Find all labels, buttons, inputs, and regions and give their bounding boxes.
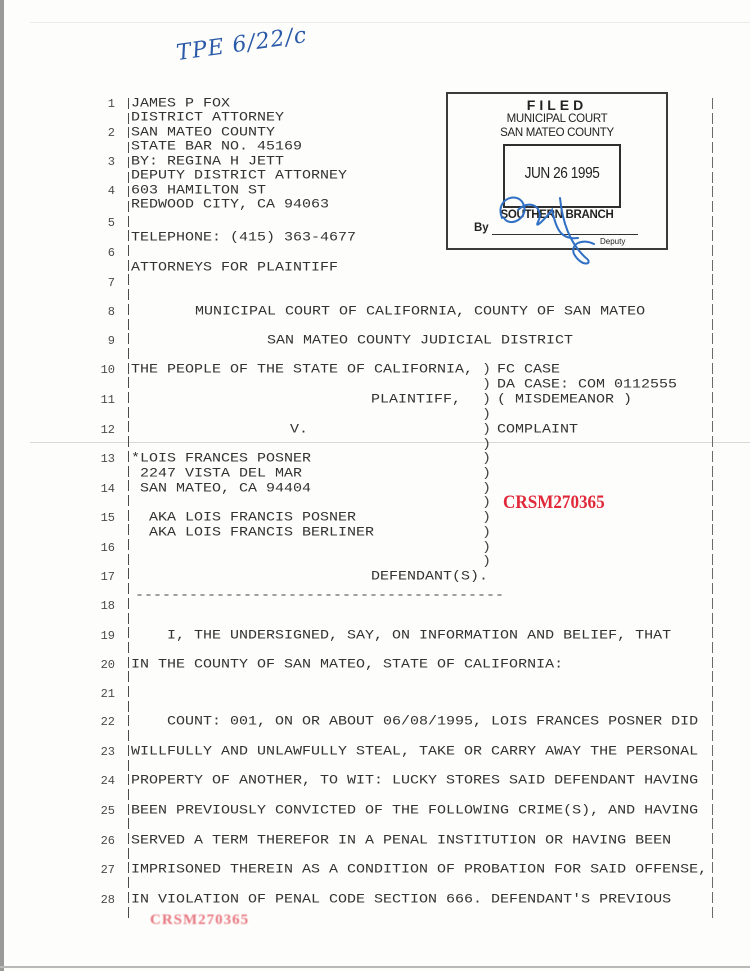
line-number: 16 — [100, 541, 115, 555]
rule-segment — [128, 510, 129, 521]
rule-segment — [712, 554, 713, 565]
line-number: 6 — [107, 246, 115, 260]
caption-paren: ) — [482, 422, 492, 437]
court-name: MUNICIPAL COURT OF CALIFORNIA, COUNTY OF SAN MATEO — [195, 304, 646, 319]
rule-segment — [128, 363, 129, 374]
plaintiff-party: THE PEOPLE OF THE STATE OF CALIFORNIA, — [131, 362, 474, 377]
attorney-role: ATTORNEYS FOR PLAINTIFF — [131, 260, 339, 275]
line-number: 17 — [100, 570, 115, 584]
da-case: DA CASE: COM 0112555 — [497, 377, 678, 392]
rule-segment — [128, 642, 129, 653]
filed-stamp-deputy-label: Deputy — [600, 237, 626, 246]
rule-segment — [712, 848, 713, 859]
line-number: 5 — [107, 216, 115, 230]
caption-divider: ----------------------------------------- — [135, 588, 505, 603]
rule-segment — [712, 583, 713, 594]
attorney-line: 603 HAMILTON ST — [131, 183, 267, 198]
line-number: 9 — [107, 334, 115, 348]
body-line-25: BEEN PREVIOUSLY CONVICTED OF THE FOLLOWING CRIME(S), AND HAVING — [131, 803, 699, 818]
rule-segment — [128, 142, 129, 153]
rule-segment — [712, 671, 713, 682]
rule-segment — [712, 319, 713, 330]
caption-paren: ) — [482, 510, 492, 525]
line-number: 26 — [100, 834, 115, 848]
body-line-26: SERVED A TERM THEREFOR IN A PENAL INSTITUTION OR HAVING BEEN — [131, 833, 672, 848]
rule-segment — [712, 113, 713, 124]
rule-segment — [128, 657, 129, 668]
body-line-23: WILLFULLY AND UNLAWFULLY STEAL, TAKE OR CARRY AWAY THE PERSONAL — [131, 744, 699, 759]
caption-paren: ) — [482, 495, 492, 510]
rule-segment — [128, 774, 129, 785]
caption-paren: ) — [482, 554, 492, 569]
rule-segment — [128, 760, 129, 771]
rule-segment — [712, 598, 713, 609]
rule-segment — [128, 568, 129, 579]
rule-segment — [128, 818, 129, 829]
rule-segment — [128, 671, 129, 682]
caption-paren: ) — [482, 362, 492, 377]
rule-segment — [128, 804, 129, 815]
rule-segment — [712, 657, 713, 668]
rule-segment — [128, 319, 129, 330]
rule-segment — [128, 186, 129, 197]
line-number: 25 — [100, 804, 115, 818]
attorney-line: DISTRICT ATTORNEY — [131, 110, 285, 125]
filed-date: JUN 26 1995 — [524, 165, 600, 182]
rule-segment — [128, 701, 129, 712]
case-number-stamp: CRSM270365 — [503, 492, 605, 513]
deputy-signature-icon — [490, 188, 610, 268]
rule-segment — [128, 304, 129, 315]
scan-left-edge — [0, 0, 4, 971]
attorney-line: REDWOOD CITY, CA 94063 — [131, 197, 330, 212]
line-number: 3 — [107, 155, 115, 169]
line-number: 14 — [100, 482, 115, 496]
rule-segment — [128, 730, 129, 741]
line-number: 1 — [107, 97, 115, 111]
rule-segment — [128, 216, 129, 227]
caption-paren: ) — [482, 377, 492, 392]
rule-segment — [128, 583, 129, 594]
rule-segment — [712, 480, 713, 491]
rule-segment — [712, 466, 713, 477]
line-number: 2 — [107, 126, 115, 140]
rule-segment — [712, 142, 713, 153]
rule-segment — [128, 554, 129, 565]
rule-segment — [712, 495, 713, 506]
rule-segment — [712, 524, 713, 535]
case-type: ( MISDEMEANOR ) — [497, 392, 633, 407]
line-number: 12 — [100, 423, 115, 437]
scan-fold-line — [30, 442, 750, 443]
rule-segment — [128, 613, 129, 624]
rule-segment — [128, 274, 129, 285]
rule-segment — [128, 392, 129, 403]
defendant-aka-2: AKA LOIS FRANCIS BERLINER — [131, 525, 375, 540]
body-line-22: COUNT: 001, ON OR ABOUT 06/08/1995, LOIS FRANCES POSNER DID — [131, 714, 699, 729]
caption-paren: ) — [482, 437, 492, 452]
rule-segment — [712, 686, 713, 697]
line-number: 11 — [100, 393, 115, 407]
rule-segment — [128, 201, 129, 212]
defendant-label: DEFENDANT(S). — [371, 569, 489, 584]
rule-segment — [128, 539, 129, 550]
rule-segment — [712, 216, 713, 227]
rule-segment — [128, 466, 129, 477]
rule-segment — [128, 157, 129, 168]
document-type: COMPLAINT — [497, 422, 579, 437]
rule-segment — [712, 818, 713, 829]
rule-segment — [712, 510, 713, 521]
rule-segment — [128, 172, 129, 183]
rule-segment — [128, 495, 129, 506]
rule-segment — [712, 127, 713, 138]
rule-segment — [712, 539, 713, 550]
rule-segment — [712, 774, 713, 785]
rule-segment — [128, 127, 129, 138]
attorney-line: JAMES P FOX — [131, 96, 231, 111]
rule-segment — [712, 760, 713, 771]
rule-segment — [128, 907, 129, 918]
body-line-27: IMPRISONED THEREIN AS A CONDITION OF PROBATION FOR SAID OFFENSE, — [131, 862, 708, 877]
filed-stamp-county: SAN MATEO COUNTY — [500, 127, 614, 139]
rule-segment — [712, 274, 713, 285]
rule-segment — [712, 907, 713, 918]
attorney-line: DEPUTY DISTRICT ATTORNEY — [131, 168, 348, 183]
rule-segment — [712, 833, 713, 844]
caption-paren: ) — [482, 451, 492, 466]
rule-segment — [128, 686, 129, 697]
filed-stamp-title: FILED — [526, 97, 588, 113]
rule-segment — [128, 480, 129, 491]
rule-segment — [712, 745, 713, 756]
defendant-city: SAN MATEO, CA 94404 — [131, 481, 312, 496]
line-number: 19 — [100, 629, 115, 643]
rule-segment — [128, 421, 129, 432]
rule-segment — [128, 715, 129, 726]
rule-segment — [712, 407, 713, 418]
line-number: 23 — [100, 745, 115, 759]
rule-segment — [712, 172, 713, 183]
body-line-28: IN VIOLATION OF PENAL CODE SECTION 666. DEFENDANT'S PREVIOUS — [131, 892, 672, 907]
rule-segment — [128, 598, 129, 609]
rule-segment — [712, 98, 713, 109]
line-number: 20 — [100, 658, 115, 672]
rule-segment — [712, 260, 713, 271]
rule-segment — [712, 245, 713, 256]
rule-segment — [712, 715, 713, 726]
attorney-line: SAN MATEO COUNTY — [131, 125, 276, 140]
rule-segment — [128, 627, 129, 638]
rule-segment — [712, 157, 713, 168]
line-number: 8 — [107, 305, 115, 319]
attorney-line: BY: REGINA H JETT — [131, 154, 285, 169]
line-number: 13 — [100, 452, 115, 466]
caption-paren: ) — [482, 540, 492, 555]
rule-segment — [712, 892, 713, 903]
rule-segment — [128, 407, 129, 418]
rule-segment — [712, 877, 713, 888]
rule-segment — [712, 730, 713, 741]
rule-segment — [128, 745, 129, 756]
filed-stamp-by-label: By — [474, 222, 489, 234]
rule-segment — [128, 892, 129, 903]
filed-stamp-branch: SOUTHERN BRANCH — [500, 209, 614, 221]
line-number: 22 — [100, 715, 115, 729]
plaintiff-label: PLAINTIFF, — [371, 392, 462, 407]
caption-paren: ) — [482, 392, 492, 407]
rule-segment — [712, 289, 713, 300]
rule-segment — [128, 524, 129, 535]
rule-segment — [712, 627, 713, 638]
line-number: 28 — [100, 893, 115, 907]
rule-segment — [712, 568, 713, 579]
body-line-20: IN THE COUNTY OF SAN MATEO, STATE OF CALIFORNIA: — [131, 657, 564, 672]
rule-segment — [712, 304, 713, 315]
caption-paren: ) — [482, 481, 492, 496]
line-number: 15 — [100, 511, 115, 525]
rule-segment — [128, 848, 129, 859]
rule-segment — [712, 186, 713, 197]
rule-segment — [712, 642, 713, 653]
rule-segment — [128, 436, 129, 447]
rule-segment — [712, 421, 713, 432]
rule-segment — [712, 363, 713, 374]
smudged-red-stamp: CRSM270365 — [150, 912, 250, 928]
rule-segment — [128, 789, 129, 800]
rule-segment — [128, 230, 129, 241]
rule-segment — [712, 613, 713, 624]
rule-segment — [128, 348, 129, 359]
attorney-line: STATE BAR NO. 45169 — [131, 139, 303, 154]
defendant-aka-1: AKA LOIS FRANCIS POSNER — [131, 510, 357, 525]
scan-top-rule — [30, 22, 750, 23]
rule-segment — [712, 451, 713, 462]
rule-segment — [128, 113, 129, 124]
rule-segment — [712, 377, 713, 388]
line-number: 24 — [100, 774, 115, 788]
rule-segment — [128, 98, 129, 109]
rule-segment — [128, 451, 129, 462]
line-number: 10 — [100, 363, 115, 377]
rule-segment — [712, 436, 713, 447]
attorney-phone: TELEPHONE: (415) 363-4677 — [131, 230, 357, 245]
defendant-street: 2247 VISTA DEL MAR — [131, 466, 303, 481]
rule-segment — [128, 377, 129, 388]
rule-segment — [128, 289, 129, 300]
line-number: 18 — [100, 599, 115, 613]
versus: V. — [290, 422, 309, 437]
line-number: 7 — [107, 276, 115, 290]
caption-paren: ) — [482, 407, 492, 422]
filed-stamp-court: MUNICIPAL COURT — [506, 113, 608, 125]
rule-segment — [712, 333, 713, 344]
rule-segment — [712, 789, 713, 800]
rule-segment — [128, 833, 129, 844]
rule-segment — [712, 348, 713, 359]
rule-segment — [128, 862, 129, 873]
handwritten-note: TPE 6/22/c — [174, 22, 309, 67]
line-number: 27 — [100, 863, 115, 877]
rule-segment — [712, 701, 713, 712]
caption-paren: ) — [482, 466, 492, 481]
body-line-24: PROPERTY OF ANOTHER, TO WIT: LUCKY STORES SAID DEFENDANT HAVING — [131, 773, 699, 788]
rule-segment — [712, 201, 713, 212]
judicial-district: SAN MATEO COUNTY JUDICIAL DISTRICT — [267, 333, 574, 348]
body-line-19: I, THE UNDERSIGNED, SAY, ON INFORMATION AND BELIEF, THAT — [131, 628, 672, 643]
rule-segment — [712, 862, 713, 873]
line-number: 21 — [100, 687, 115, 701]
rule-segment — [712, 230, 713, 241]
rule-segment — [712, 804, 713, 815]
fc-case: FC CASE — [497, 362, 561, 377]
rule-segment — [128, 877, 129, 888]
rule-segment — [128, 333, 129, 344]
rule-segment — [712, 392, 713, 403]
line-number: 4 — [107, 184, 115, 198]
caption-paren: ) — [482, 525, 492, 540]
scan-bottom-edge — [0, 966, 750, 968]
rule-segment — [128, 245, 129, 256]
defendant-name: *LOIS FRANCES POSNER — [131, 451, 312, 466]
rule-segment — [128, 260, 129, 271]
